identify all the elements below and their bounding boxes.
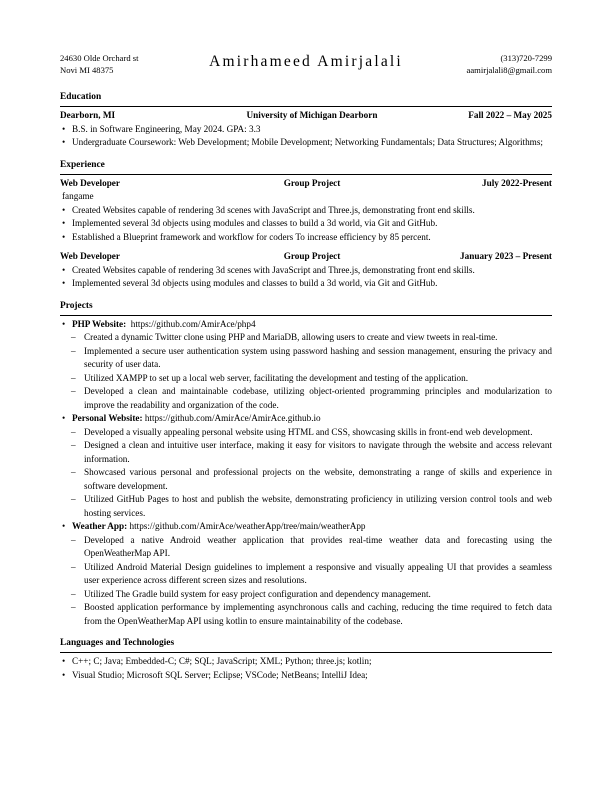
job-org: Group Project [283,251,341,261]
candidate-name: Amirhameed Amirjalali [209,53,403,70]
project-name: Personal Website: [72,413,143,423]
education-title: Education [60,91,552,107]
resume-page [60,52,552,682]
projects-list [60,318,552,629]
project-bullet: – Showcased various personal and professional projects on the website, demonstrating a range of skills and experience in software development. [60,466,552,493]
job-org: Group Project [283,177,341,188]
project-bullet: – Utilized Android Material Design guidelines to implement a responsive and visually appealing UI that provides a seamless user experience across different screen sizes and resolutions. [60,561,552,588]
projects-title: Projects [60,300,552,316]
job-dates: July 2022-Present [481,177,552,188]
job-role: Web Developer [60,251,120,261]
projects-section [60,300,552,629]
project-name: PHP Website: [72,318,127,329]
project-bullet: – Utilized XAMPP to set up a local web server, facilitating the development and testing of the application. [60,372,552,386]
education-school: University of Michigan Dearborn [246,110,378,120]
resume-header [60,52,552,86]
skills-section [60,637,552,682]
skills-bullet: • Visual Studio; Microsoft SQL Server; Eclipse; VSCode; NetBeans; IntelliJ Idea; [60,669,552,683]
education-dates: Fall 2022 – May 2025 [468,110,552,120]
project-link[interactable]: https://github.com/AmirAce/weatherApp/tree/main/weatherApp [129,521,366,531]
education-row [60,109,552,123]
skills-title: Languages and Technologies [60,637,552,653]
skills-bullet: • C++; C; Java; Embedded-C; C#; SQL; JavaScript; XML; Python; three.js; kotlin; [60,655,552,669]
experience-section [60,159,552,291]
skills-bullets [60,655,552,682]
project-link[interactable]: https://github.com/AmirAce/php4 [130,318,256,329]
project-bullet: – Developed a visually appealing personal website using HTML and CSS, showcasing skills in front-end web development. [60,426,552,440]
project-item [60,318,552,332]
education-bullet: • Undergraduate Coursework: Web Development; Mobile Development; Networking Fundamentals; Data Structures; Algorithms; [60,136,552,150]
address-line-2: Novi MI 48375 [60,65,114,75]
job-bullet: • Established a Blueprint framework and workflow for coders To increase efficiency by 85 percent. [60,231,552,245]
job-bullet: • Implemented several 3d objects using modules and classes to build a 3d world, via Git and GitHub. [60,217,552,231]
project-bullet: – Utilized The Gradle build system for easy project configuration and dependency management. [60,588,552,602]
project-link[interactable]: https://github.com/AmirAce/AmirAce.github.io [144,413,321,423]
project-item [60,520,552,534]
phone-number: (313)720-7299 [500,53,552,63]
project-bullet: – Implemented a secure user authentication system using password hashing and session management, ensuring the privacy and security of user data. [60,345,552,372]
experience-title: Experience [60,159,552,175]
job-bullets [60,264,552,291]
job-bullet: • Created Websites capable of rendering 3d scenes with JavaScript and Three.js, demonstrating front end skills. [60,264,552,278]
job-bullets [60,204,552,245]
project-bullet: – Developed a clean and maintainable codebase, utilizing object-oriented programming principles and modularization to improve the readability and organization of the code. [60,385,552,412]
email-address[interactable]: aamirjalali8@gmail.com [466,65,552,75]
address-line-1: 24630 Olde Orchard st [60,53,139,63]
project-bullet: – Boosted application performance by implementing asynchronous calls and caching, reducing the time required to fetch data from the OpenWeatherMap API using kotlin to ensure maintainability of the codebase. [60,601,552,628]
job-row [60,177,552,191]
project-item [60,412,552,426]
job-bullet: • Implemented several 3d objects using modules and classes to build a 3d world, via Git and GitHub. [60,277,552,291]
project-bullet: – Utilized GitHub Pages to host and publish the website, demonstrating proficiency in utilizing version control tools and web hosting services. [60,493,552,520]
project-bullet: – Created a dynamic Twitter clone using PHP and MariaDB, allowing users to create and view tweets in real-time. [60,331,552,345]
education-bullets [60,123,552,150]
job-dates: January 2023 – Present [460,251,552,261]
project-bullet: – Designed a clean and intuitive user interface, making it easy for visitors to navigate through the website and access relevant information. [60,439,552,466]
job-row [60,250,552,264]
education-location: Dearborn, MI [60,110,116,120]
job-subtitle: fangame [62,191,94,201]
project-name: Weather App: [72,521,128,531]
education-section [60,91,552,150]
job-bullet: • Created Websites capable of rendering 3d scenes with JavaScript and Three.js, demonstrating front end skills. [60,204,552,218]
project-bullet: – Developed a native Android weather application that provides real-time weather data and forecasting using the OpenWeatherMap API. [60,534,552,561]
contact-block [467,52,552,76]
education-bullet: • B.S. in Software Engineering, May 2024. GPA: 3.3 [60,123,552,137]
job-role: Web Developer [60,177,120,188]
